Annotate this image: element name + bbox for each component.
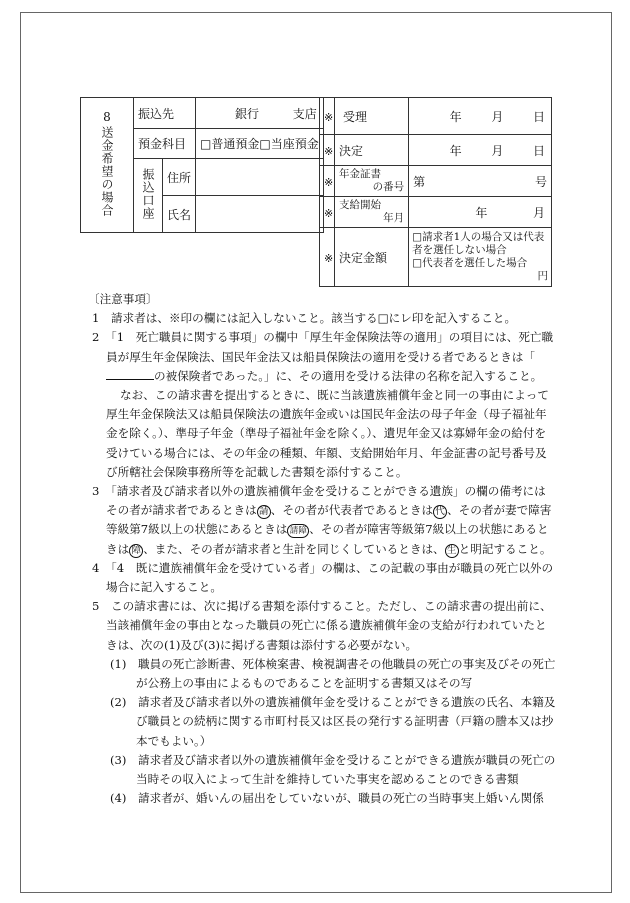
- note-5-2: (2) 請求者及び請求者以外の遺族補償年金を受けることができる遺族の氏名、本籍及び職員との続柄に関する市町村長又は区長の発行する証明書（戸籍の謄本又は抄本でもよい。）: [110, 695, 556, 748]
- yokin-options[interactable]: □普通預金□当座預金: [196, 129, 324, 159]
- furikomisaki-label: 振込先: [134, 98, 196, 129]
- circle-sho: 障: [129, 544, 143, 558]
- jusho-label: 住所: [163, 159, 196, 196]
- jusho-field[interactable]: [196, 159, 324, 196]
- section-number: 8: [103, 110, 111, 124]
- tsuki-label: 月: [532, 205, 545, 220]
- circle-sei: 請: [257, 505, 271, 519]
- kettei-date-field[interactable]: [409, 135, 552, 166]
- shosho-number-field[interactable]: [409, 166, 552, 197]
- note-1: 1 請求者は、※印の欄には記入しないこと。該当する□にレ印を記入すること。: [92, 311, 517, 326]
- branch-label: 支店: [292, 106, 317, 121]
- notes-heading: 〔注意事項〕: [88, 292, 158, 306]
- circle-sei2: 生: [445, 544, 459, 558]
- official-use-table: [319, 97, 552, 287]
- mark-shikyu: ※: [320, 197, 335, 228]
- note-5-1: (1) 職員の死亡診断書、死体検案書、検視調書その他職員の死亡の事実及びその死亡が公務上の事由によるものであることを証明する書類又はその写: [110, 656, 556, 691]
- yokin-kamoku-label: 預金科目: [134, 129, 196, 159]
- nenkin-shosho-label: 年金証書 の番号: [334, 166, 408, 197]
- shikyu-label: 支給開始 年月: [334, 197, 408, 228]
- note-2-continued: なお、この請求書を提出するときに、既に当該遺族補償年金と同一の事由によって厚生年金保険法又は船員保険法の遺族年金或いは国民年金法の母子年金（母子福祉年金を除く。）、準母子年金（準母子福祉年金を除く。）、遺児年金又は寡婦年金の給付を受けている場合には、その年金の種類、年額、支給開始年月、年金証書の記号番号及び所轄社会保険事務所等を記載した書類を添付すること。: [106, 388, 549, 479]
- notes-section: [88, 290, 556, 808]
- note-2: 2 「1 死亡職員に関する事項」の欄中「厚生年金保険法等の適用」の項目には、死亡職員が厚生年金保険法、国民年金法又は船員保険法の適用を受ける者であるときは「の被保険者であった。」に、その適用を受ける法律の名称を記入すること。: [92, 330, 554, 383]
- en-label: 円: [537, 270, 548, 282]
- nen-label: 年: [449, 143, 462, 158]
- section-title: 送金希望の場合: [100, 126, 114, 217]
- hi-label: 日: [532, 109, 545, 124]
- go-label: 号: [534, 174, 547, 189]
- note-3: 3 「請求者及び請求者以外の遺族補償年金を受けることができる遺族」の欄の備考にはその者が請求者であるときは 請 、その者が代表者であるときは 代 、その者が妻で障害等級第7級以上の状態にあるときは 請障 、その者が障害等級第7級以上の状態にあるときは 障 、また、その者が請求者と生計を同じくしているときは、 生 と明記すること。: [92, 484, 552, 556]
- dai-label: 第: [413, 174, 426, 189]
- kettei-label: 決定: [334, 135, 408, 166]
- bank-field[interactable]: [196, 98, 324, 129]
- furikomi-koza-label: 振込口座: [134, 159, 163, 233]
- section-8-header: [81, 98, 134, 233]
- mark-juri: ※: [320, 98, 335, 135]
- kettei-kingaku-label: 決定金額: [334, 228, 408, 287]
- note-5-4: (4) 請求者が、婚いんの届出をしていないが、職員の死亡の当時事実上婚いん関係: [110, 791, 544, 806]
- hi-label: 日: [532, 143, 545, 158]
- nen-label: 年: [449, 109, 462, 124]
- nen-label: 年: [475, 205, 488, 220]
- mark-shosho: ※: [320, 166, 335, 197]
- kingaku-field[interactable]: [409, 228, 552, 287]
- juri-label: 受理: [334, 98, 408, 135]
- note-4: 4 「4 既に遺族補償年金を受けている者」の欄は、この記載の事由が職員の死亡以外の場合に記入すること。: [92, 560, 554, 595]
- shimei-field[interactable]: [196, 196, 324, 233]
- shimei-label: 氏名: [163, 196, 196, 233]
- shikyu-field[interactable]: [409, 197, 552, 228]
- kingaku-option-1[interactable]: □請求者1人の場合又は代表者を選任しない場合: [412, 231, 545, 256]
- blank-line: [106, 369, 154, 380]
- kingaku-option-2[interactable]: □代表者を選任した場合: [412, 257, 528, 269]
- mark-kingaku: ※: [320, 228, 335, 287]
- circle-dai: 代: [433, 505, 447, 519]
- tsuki-label: 月: [491, 109, 504, 124]
- mark-kettei: ※: [320, 135, 335, 166]
- note-5: 5 この請求書には、次に掲げる書類を添付すること。ただし、この請求書の提出前に、当該補償年金の事由となった職員の死亡に係る遺族補償年金の支給が行われていたときは、次の(1)及び(3)に掲げる書類は添付する必要がない。: [92, 599, 552, 652]
- tsuki-label: 月: [491, 143, 504, 158]
- remittance-table: [80, 97, 324, 233]
- circle-seisho: 請障: [287, 524, 309, 538]
- juri-date-field[interactable]: [409, 98, 552, 135]
- bank-label: 銀行: [235, 106, 260, 121]
- note-5-3: (3) 請求者及び請求者以外の遺族補償年金を受けることができる遺族が職員の死亡の当時その収入によって生計を維持していた事実を認めることのできる書類: [110, 752, 556, 787]
